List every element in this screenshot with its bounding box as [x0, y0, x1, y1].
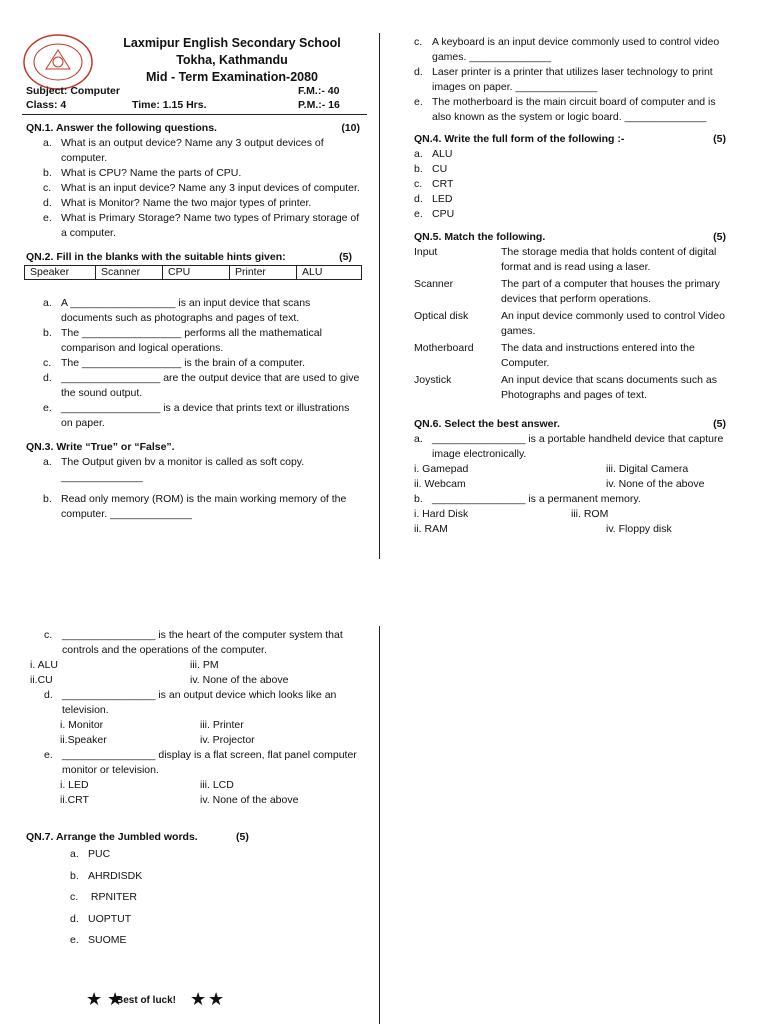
star-icon: ★ — [190, 989, 207, 1009]
match-row: Joystick An input device that scans documents such as Photographs and pages of text. — [414, 374, 717, 401]
list-item: a. The Output given bv a monitor is called as soft copy. ______________ — [43, 456, 305, 483]
q2-heading: QN.2. Fill in the blanks with the suitable hints given: (5) — [26, 251, 352, 263]
list-item: e. The motherboard is the main circuit board of computer and is also known as the system or logic board. ______________ — [414, 96, 716, 123]
q6-heading: QN.6. Select the best answer. (5) — [414, 418, 726, 430]
hint-cell: Printer — [230, 266, 297, 280]
q7-list — [70, 847, 266, 955]
q7-heading: QN.7. Arrange the Jumbled words. (5) — [26, 831, 249, 843]
match-row: Motherboard The data and instructions entered into the Computer. — [414, 342, 695, 369]
list-item: c. The _________________ is the brain of a computer. — [43, 357, 306, 369]
full-marks: F.M.:- 40 — [298, 85, 340, 97]
q5-heading: QN.5. Match the following. (5) — [414, 231, 726, 243]
q1-heading: QN.1. Answer the following questions. (10) — [26, 122, 360, 134]
column-divider-top — [379, 33, 380, 559]
option: iv. None of the above — [190, 674, 289, 686]
header-rule — [22, 114, 367, 115]
q5-match-table — [414, 245, 730, 403]
option: iii. Digital Camera — [606, 463, 689, 475]
list-item: d. UOPTUT — [70, 912, 132, 925]
list-item: e. _________________ is a device that prints text or illustrations on paper. — [43, 402, 350, 429]
q3-continued — [414, 35, 730, 125]
list-item: d. _________________ are the output device that are used to give the sound output. — [43, 372, 360, 399]
list-item: c. CRT — [414, 178, 454, 190]
option: iii. ROM — [571, 508, 609, 520]
q3-heading: QN.3. Write “True” or “False”. — [26, 441, 175, 453]
hint-cell: Speaker — [25, 266, 96, 280]
match-row: Input The storage media that holds content of digital format and is read using a laser. — [414, 246, 717, 273]
list-item: e. SUOME — [70, 934, 127, 946]
hint-cell: Scanner — [96, 266, 163, 280]
list-item: b. AHRDISDK — [70, 869, 143, 882]
hint-cell: CPU — [163, 266, 230, 280]
option: i. Hard Disk — [414, 508, 469, 520]
star-icon: ★ — [208, 989, 225, 1009]
option: i. LED — [60, 779, 89, 791]
best-of-luck-text: Best of luck! — [116, 995, 177, 1006]
list-item: b. CU — [414, 163, 448, 175]
list-item: a. ALU — [414, 148, 453, 160]
time-label: Time: 1.15 Hrs. — [132, 99, 207, 111]
list-item: b. Read only memory (ROM) is the main working memory of the computer. ______________ — [43, 493, 347, 520]
q4-heading: QN.4. Write the full form of the following :- (5) — [414, 133, 726, 145]
q6-item-c: c. ________________ is the heart of the computer system that controls and the operations of the computer. i. ALU iii. PM ii.CU iv. None of the above — [44, 628, 364, 688]
q6-item-d: d. ________________ is an output device which looks like an television. i. Monitor iii. Printer ii.Speaker iv. Projector — [44, 688, 364, 748]
list-item: a. What is an output device? Name any 3 output devices of computer. — [43, 137, 324, 164]
list-item: c. What is an input device? Name any 3 input devices of computer. — [43, 182, 360, 194]
q3-list — [26, 455, 360, 522]
q6-item-e: e. ________________ display is a flat screen, flat panel computer monitor or television. i. LED iii. LCD ii.CRT iv. None of the above — [44, 748, 364, 808]
option: ii.CU — [30, 674, 53, 686]
option: iv. Projector — [200, 734, 255, 746]
option: i. ALU — [30, 659, 59, 671]
school-name: Laxmipur English Secondary School — [123, 36, 341, 50]
option: ii. Webcam — [414, 478, 466, 490]
option: i. Monitor — [60, 719, 104, 731]
list-item: d. What is Monitor? Name the two major types of printer. — [43, 197, 312, 209]
star-icon: ★ — [86, 989, 103, 1009]
q6-item-b: b. ________________ is a permanent memory. i. Hard Disk iii. ROM ii. RAM iv. Floppy disk — [414, 492, 730, 537]
option: iii. PM — [190, 659, 219, 671]
school-location: Tokha, Kathmandu — [176, 53, 288, 67]
hint-box — [24, 265, 362, 280]
option: ii. RAM — [414, 523, 448, 535]
option: ii.Speaker — [60, 734, 107, 746]
list-item: d. LED — [414, 193, 453, 205]
column-divider-bottom — [379, 626, 380, 1024]
option: iv. None of the above — [606, 478, 705, 490]
hint-cell: ALU — [297, 266, 362, 280]
list-item: c. RPNITER — [70, 891, 138, 903]
list-item: e. CPU — [414, 208, 455, 220]
list-item: b. What is CPU? Name the parts of CPU. — [43, 167, 242, 179]
list-item: c. A keyboard is an input device commonly used to control video games. ______________ — [414, 36, 720, 63]
option: iii. LCD — [200, 779, 234, 791]
list-item: a. PUC — [70, 848, 111, 860]
list-item: a. A __________________ is an input device that scans documents such as photographs and pages of text. — [43, 297, 311, 324]
pass-marks: P.M.:- 16 — [298, 99, 340, 111]
option: i. Gamepad — [414, 463, 469, 475]
option: iv. None of the above — [200, 794, 299, 806]
q4-list — [414, 147, 730, 222]
subject-label: Subject: Computer — [26, 85, 120, 97]
q6-item-a: a. ________________ is a portable handheld device that capture image electronically. i. Gamepad iii. Digital Camera ii. Webcam iv. None of the above — [414, 432, 730, 492]
option: iv. Floppy disk — [606, 523, 672, 535]
school-logo — [22, 33, 94, 91]
star-icon: ★ — [107, 989, 124, 1009]
list-item: d. Laser printer is a printer that utilizes laser technology to print images on paper. ______________ — [414, 66, 713, 93]
option: iii. Printer — [200, 719, 244, 731]
list-item: e. What is Primary Storage? Name two types of Primary storage of a computer. — [43, 212, 360, 239]
option: ii.CRT — [60, 794, 89, 806]
match-row: Scanner The part of a computer that houses the primary devices that perform operations. — [414, 278, 720, 305]
class-label: Class: 4 — [26, 99, 67, 111]
footer-greeting — [86, 990, 286, 1012]
exam-title: Mid - Term Examination-2080 — [145, 70, 319, 84]
q1-list — [26, 136, 360, 241]
q2-list — [26, 296, 360, 431]
list-item: b. The _________________ performs all the mathematical comparison and logical operations. — [43, 327, 322, 354]
match-row: Optical disk An input device commonly used to control Video games. — [414, 310, 725, 337]
